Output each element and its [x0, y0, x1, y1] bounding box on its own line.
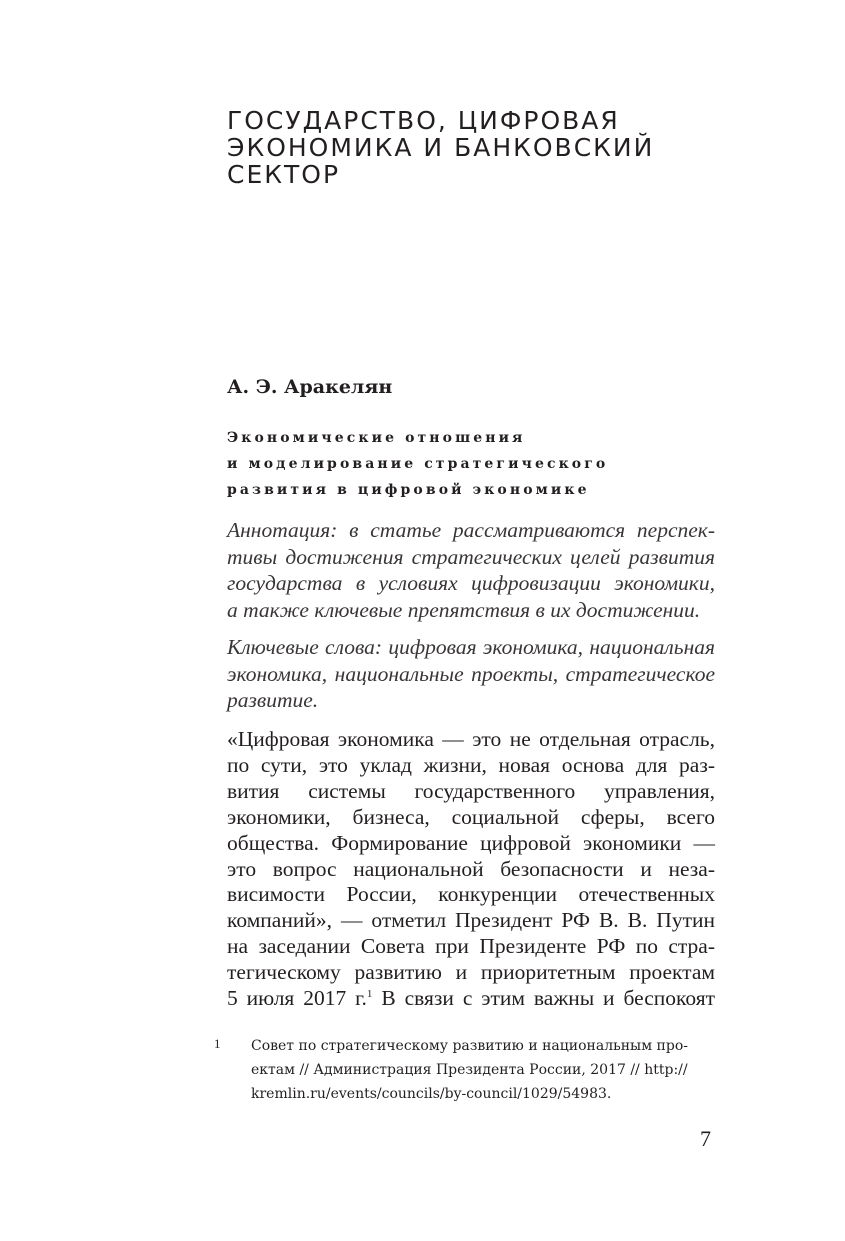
body-line: тегическому развитию и приоритетным проектам	[227, 960, 715, 985]
footnote-line: Совет по стратегическому развитию и национальным про-	[251, 1038, 688, 1054]
body-line: вития системы государственного управления,	[227, 778, 715, 803]
author-name: А. Э. Аракелян	[227, 376, 393, 398]
body-line: общества. Формирование цифровой экономики —	[227, 830, 715, 855]
annotation-line: государства в условиях цифровизации экономики,	[227, 571, 715, 595]
section-title	[227, 107, 707, 188]
article-title-line: и моделирование стратегического	[227, 456, 609, 472]
body-line-last	[227, 986, 715, 1012]
section-title-line: ЭКОНОМИКА И БАНКОВСКИЙ	[227, 133, 655, 162]
section-title-line: ГОСУДАРСТВО, ЦИФРОВАЯ	[227, 106, 620, 135]
footnote	[251, 1034, 714, 1106]
annotation	[227, 517, 715, 623]
body-line: «Цифровая экономика — это не отдельная отрасль,	[227, 727, 715, 751]
annotation-line: Аннотация: в статье рассматриваются перспек-	[227, 518, 715, 542]
body-line: висимости России, конкуренции отечественных	[227, 882, 715, 907]
body-paragraph	[227, 727, 715, 1012]
body-text-segment: 5 июля 2017 г.	[227, 986, 367, 1011]
keywords-line: развитие.	[227, 688, 319, 712]
article-title-line: развития в цифровой экономике	[227, 482, 590, 498]
footnote-marker: 1	[214, 1036, 221, 1051]
footnote-line: kremlin.ru/events/councils/by-council/1029/54983.	[251, 1086, 612, 1102]
body-text-segment: В связи с этим важны и беспокоят	[372, 986, 715, 1011]
body-line: это вопрос национальной безопасности и неза-	[227, 856, 715, 881]
body-line: по сути, это уклад жизни, новая основа для раз-	[227, 752, 715, 777]
page-number: 7	[700, 1126, 711, 1151]
annotation-line: тивы достижения стратегических целей развития	[227, 544, 715, 569]
keywords-line: Ключевые слова: цифровая экономика, национальная	[227, 635, 715, 659]
body-line: на заседании Совета при Президенте РФ по стра-	[227, 934, 715, 959]
footnote-line: ектам // Администрация Президента России, 2017 // http://	[251, 1062, 688, 1078]
annotation-line: а также ключевые препятствия в их достижении.	[227, 597, 701, 622]
body-line: экономики, бизнеса, социальной сферы, всего	[227, 804, 715, 829]
footnote-reference[interactable]: 1	[366, 987, 373, 1000]
keywords	[227, 634, 715, 714]
keywords-line: экономика, национальные проекты, стратегическое	[227, 661, 715, 686]
body-line: компаний», — отметил Президент РФ В. В. Путин	[227, 908, 715, 933]
article-title	[227, 425, 715, 503]
section-title-line: СЕКТОР	[227, 160, 341, 189]
article-title-line: Экономические отношения	[227, 430, 526, 446]
